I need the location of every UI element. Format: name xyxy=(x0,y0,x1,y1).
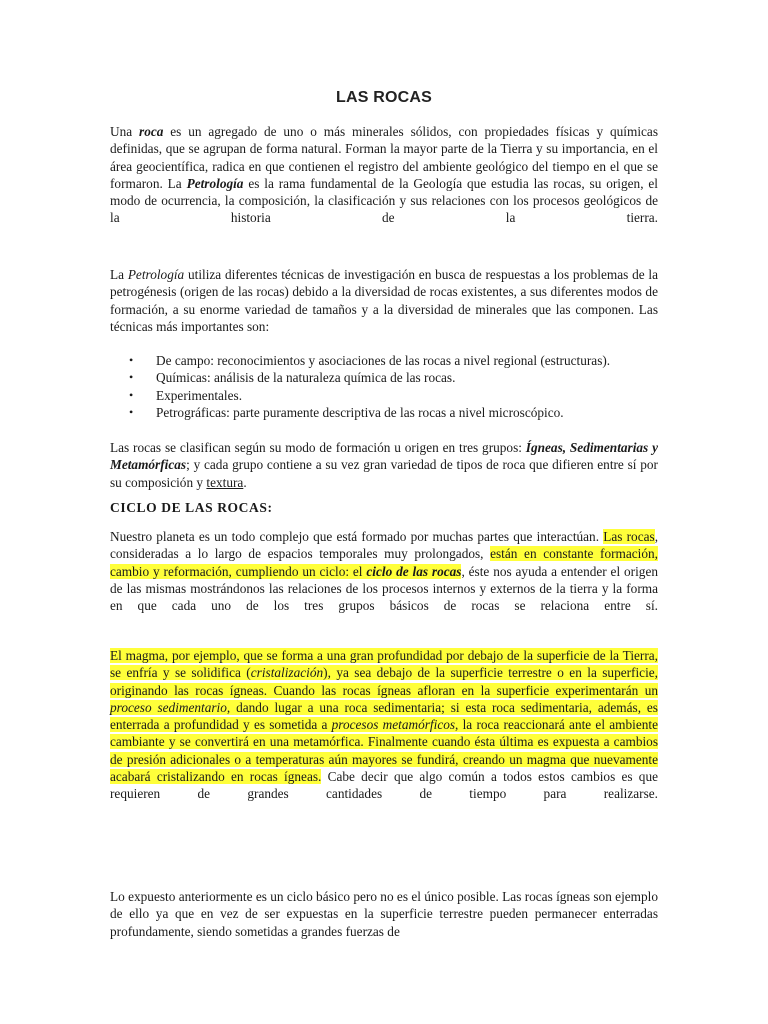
clasificacion-text-5: . xyxy=(243,474,247,490)
bullet-icon: • xyxy=(129,387,134,402)
list-item xyxy=(110,387,658,404)
techniques-list xyxy=(110,352,658,421)
intro-text-1: Una xyxy=(110,124,140,139)
petrologia-text-1: La xyxy=(110,267,128,282)
ciclo-de-las-rocas-term: ciclo de las rocas xyxy=(366,563,462,579)
proceso-sedimentario-term: proceso sedimentario xyxy=(110,699,227,715)
clasificacion-text-1: Las rocas se clasifican según su modo de formación u origen en tres grupos: xyxy=(110,440,526,455)
intro-text-5: es la rama fundamental de la Geología que estudia las rocas, su origen, el modo de ocurrencia, la composición, la clasificación y sus relaciones con los procesos geológicos de la historia de la tierra. xyxy=(110,175,658,226)
bullet-icon: • xyxy=(129,370,134,385)
ciclo2-highlight-1: El magma, por ejemplo, que se forma a una gran profundidad por debajo de la superficie de la Tierra, se enfría y se solidifica ( xyxy=(110,648,658,681)
list-item xyxy=(110,352,658,369)
technique-text: Químicas: análisis de la naturaleza química de las rocas. xyxy=(156,370,456,386)
cristalizacion-term: cristalización xyxy=(250,665,324,681)
technique-text: Petrográficas: parte puramente descriptiva de las rocas a nivel microscópico. xyxy=(156,404,564,420)
ciclo-heading: CICLO DE LAS ROCAS: xyxy=(110,500,273,515)
ciclo1-text-1: Nuestro planeta es un todo complejo que está formado por muchas partes que interactúan. xyxy=(110,529,604,544)
ciclo-paragraph-3: Lo expuesto anteriormente es un ciclo básico pero no es el único posible. Las rocas ígneas son ejemplo de ello ya que en vez de ser expuestas en la superficie terrestre pueden permanecer enterradas profundamente, siendo sometidas a grandes fuerzas de xyxy=(110,889,658,939)
ciclo-paragraph-2 xyxy=(110,647,658,803)
intro-petrologia-term: Petrología xyxy=(186,175,244,191)
document-page xyxy=(110,0,658,1024)
ciclo1-text-6: , éste nos ayuda a entender el origen de las mismas mostrándonos las relaciones de los procesos internos y externos de la tierra y la forma en que cada uno de los tres grupos básicos de rocas se relaciona entre sí. xyxy=(110,563,658,614)
intro-text-3: es un agregado de uno o más minerales sólidos, con propiedades físicas y químicas definidas, que se agrupan de forma natural. Forman la mayor parte de la Tierra y su importancia, en el área geocientífica, radica en que contienen el registro del ambiente geológico del tiempo en el que se formaron. La xyxy=(110,124,658,191)
petrologia-paragraph xyxy=(110,266,658,335)
procesos-metamorficos-term: procesos metamórficos xyxy=(331,717,456,733)
document-title: LAS ROCAS xyxy=(335,89,433,106)
list-item xyxy=(110,369,658,386)
ciclo1-highlight-1: Las rocas xyxy=(603,529,655,544)
clasificacion-paragraph xyxy=(110,439,658,491)
ciclo-paragraph-1 xyxy=(110,528,658,614)
ciclo1-highlight-2: están en constante formación, cambio y reformación, cumpliendo un ciclo: el xyxy=(110,546,658,579)
petrologia-term: Petrología xyxy=(127,267,185,282)
textura-link[interactable]: textura xyxy=(206,474,244,490)
ciclo1-text-3: , consideradas a lo largo de espacios temporales muy prolongados, xyxy=(110,529,659,562)
technique-text: Experimentales. xyxy=(156,387,243,403)
petrologia-text-3: utiliza diferentes técnicas de investigación en busca de respuestas a los problemas de la petrogénesis (origen de las rocas) debido a la diversidad de rocas existentes, a sus diferentes modos de formación, a su enorme variedad de tamaños y a la diversidad de minerales que las componen. Las técnicas más importantes son: xyxy=(110,267,658,334)
ciclo2-highlight-7: , la roca reaccionará ante el ambiente cambiante y se convertirá en una metamórfica. Finalmente cuando ésta última es expuesta a cambios de presión adicionales o a temperaturas aún mayores se fundirá, creando un magma que nuevamente acabará cristalizando en rocas ígneas. xyxy=(110,717,658,785)
intro-paragraph xyxy=(110,123,658,227)
ciclo2-highlight-5: , dando lugar a una roca sedimentaria; si esta roca sedimentaria, además, es enterrada a profundidad y es sometida a xyxy=(110,699,658,733)
list-item xyxy=(110,404,658,421)
rock-groups-term: Ígneas, Sedimentarias y Metamórficas xyxy=(110,440,658,473)
ciclo2-text-8: Cabe decir que algo común a todos estos cambios es que requieren de grandes cantidades de tiempo para realizarse. xyxy=(110,769,659,802)
intro-roca-term: roca xyxy=(139,124,164,139)
clasificacion-text-3: ; y cada grupo contiene a su vez gran variedad de tipos de roca que difieren entre sí por su composición y xyxy=(110,457,658,490)
technique-text: De campo: reconocimientos y asociaciones de las rocas a nivel regional (estructuras). xyxy=(156,353,611,368)
bullet-icon: • xyxy=(129,404,134,419)
ciclo2-highlight-3: ), ya sea debajo de la superficie terrestre o en la superficie, originando las rocas ígneas. Cuando las rocas ígneas afloran en la superficie experimentarán un xyxy=(110,665,658,698)
bullet-icon: • xyxy=(129,353,134,367)
